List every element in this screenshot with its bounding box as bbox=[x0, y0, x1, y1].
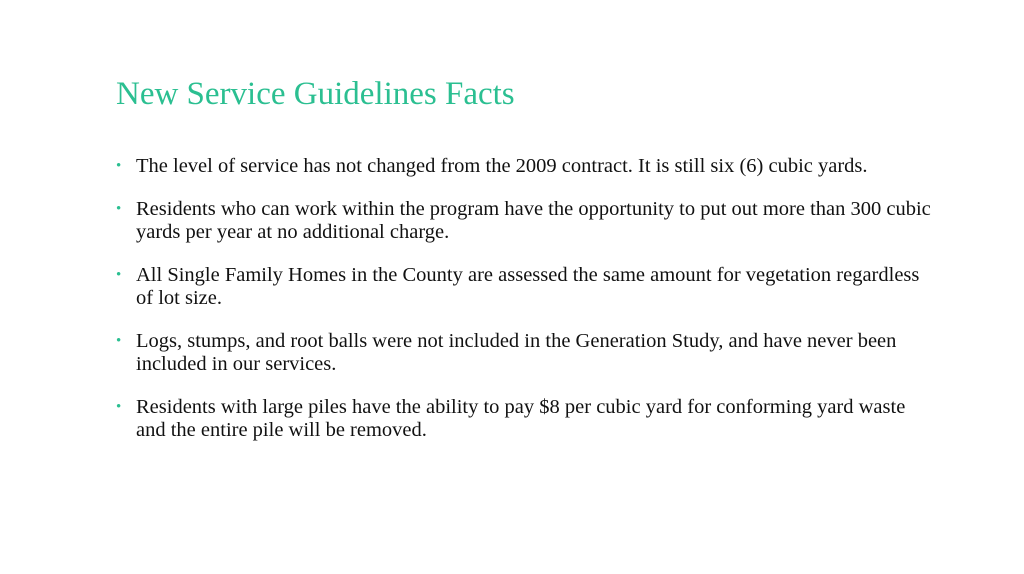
bullet-item bbox=[116, 198, 936, 245]
bullet-list bbox=[116, 155, 936, 462]
bullet-dot-icon: • bbox=[116, 158, 122, 174]
bullet-text: Residents with large piles have the ability to pay $8 per cubic yard for conforming yard waste and the entire pile will be removed. bbox=[136, 395, 906, 441]
bullet-dot-icon: • bbox=[116, 398, 122, 415]
bullet-item bbox=[116, 264, 936, 311]
bullet-text: All Single Family Homes in the County are assessed the same amount for vegetation regardless of lot size. bbox=[136, 263, 920, 309]
bullet-dot-icon: • bbox=[116, 266, 122, 283]
bullet-text: Residents who can work within the program have the opportunity to put out more than 300 cubic yards per year at no additional charge. bbox=[136, 197, 931, 243]
bullet-dot-icon: • bbox=[116, 200, 122, 217]
bullet-item bbox=[116, 330, 936, 377]
bullet-text: Logs, stumps, and root balls were not included in the Generation Study, and have never been included in our services. bbox=[136, 329, 897, 375]
bullet-item bbox=[116, 396, 936, 443]
bullet-item bbox=[116, 155, 936, 179]
bullet-text: The level of service has not changed from the 2009 contract. It is still six (6) cubic yards. bbox=[136, 155, 868, 177]
bullet-dot-icon: • bbox=[116, 332, 122, 349]
slide-title: New Service Guidelines Facts bbox=[116, 76, 515, 112]
